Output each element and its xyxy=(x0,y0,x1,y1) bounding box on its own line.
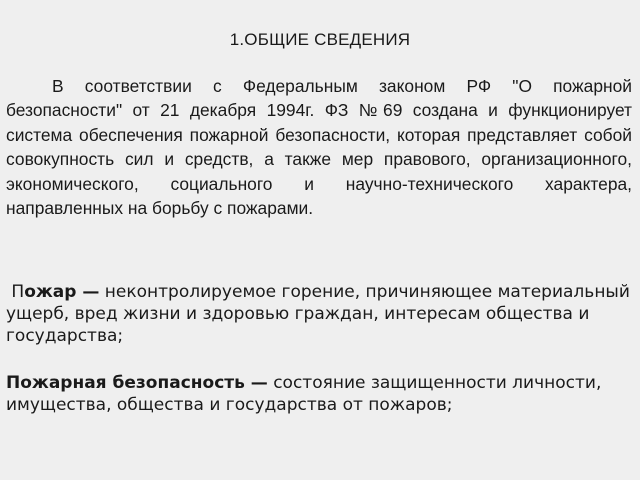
definition-fire-term: ожар — xyxy=(24,282,100,302)
definition-fire-term-initial: П xyxy=(11,282,25,302)
definition-fire-safety-term: Пожарная безопасность — xyxy=(6,373,268,393)
intro-paragraph: В соответствии с Федеральным законом РФ "О пожарной безопасности" от 21 декабря 1994г. ФЗ №69 создана и функционирует система обеспечения пожарной безопасности, которая представляет собой совокупность сил и средств, а также мер правового, организационного, экономического, социального и научно-технического характера, направленных на борьбу с пожарами. xyxy=(6,76,632,219)
definition-fire xyxy=(6,281,634,347)
definition-fire-safety-text: состояние защищенности личности, имущества, общества и государства от пожаров; xyxy=(6,373,602,415)
definition-fire-safety xyxy=(6,372,634,416)
definition-fire-text: неконтролируемое горение, причиняющее материальный ущерб, вред жизни и здоровью граждан, интересам общества и государства; xyxy=(6,282,630,346)
slide-title: 1.ОБЩИЕ СВЕДЕНИЯ xyxy=(229,30,411,49)
